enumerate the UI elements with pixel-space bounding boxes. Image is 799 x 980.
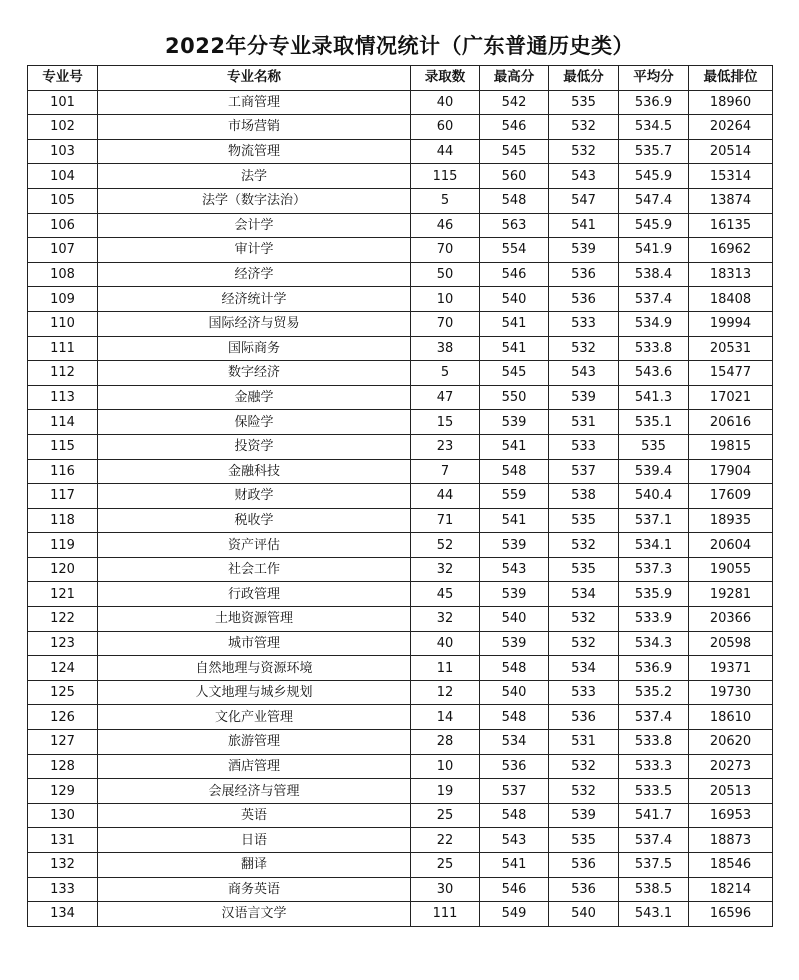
cell-min-rank: 18935 <box>689 508 773 533</box>
cell-min-rank: 16596 <box>689 902 773 927</box>
col-max-score: 最高分 <box>480 66 549 91</box>
cell-admitted: 40 <box>411 90 480 115</box>
cell-min-rank: 20604 <box>689 533 773 558</box>
cell-major-name: 翻译 <box>98 853 411 878</box>
cell-admitted: 46 <box>411 213 480 238</box>
cell-max-score: 541 <box>480 853 549 878</box>
table-row <box>28 607 773 632</box>
cell-min-rank: 19371 <box>689 656 773 681</box>
cell-avg-score: 541.7 <box>619 803 689 828</box>
cell-max-score: 545 <box>480 139 549 164</box>
cell-min-score: 533 <box>549 311 619 336</box>
cell-avg-score: 536.9 <box>619 90 689 115</box>
cell-admitted: 50 <box>411 262 480 287</box>
cell-major-code: 118 <box>28 508 98 533</box>
cell-major-code: 132 <box>28 853 98 878</box>
cell-max-score: 542 <box>480 90 549 115</box>
cell-major-code: 111 <box>28 336 98 361</box>
cell-min-rank: 18408 <box>689 287 773 312</box>
table-row <box>28 90 773 115</box>
table-row <box>28 680 773 705</box>
cell-min-rank: 18546 <box>689 853 773 878</box>
cell-min-score: 543 <box>549 164 619 189</box>
cell-admitted: 44 <box>411 139 480 164</box>
cell-major-code: 123 <box>28 631 98 656</box>
cell-major-code: 126 <box>28 705 98 730</box>
cell-min-rank: 18610 <box>689 705 773 730</box>
cell-major-code: 115 <box>28 434 98 459</box>
cell-admitted: 47 <box>411 385 480 410</box>
cell-min-rank: 16953 <box>689 803 773 828</box>
cell-max-score: 545 <box>480 361 549 386</box>
cell-admitted: 115 <box>411 164 480 189</box>
table-row <box>28 533 773 558</box>
cell-min-rank: 13874 <box>689 188 773 213</box>
cell-major-name: 经济统计学 <box>98 287 411 312</box>
cell-min-score: 534 <box>549 582 619 607</box>
cell-max-score: 541 <box>480 311 549 336</box>
cell-avg-score: 538.4 <box>619 262 689 287</box>
cell-major-name: 人文地理与城乡规划 <box>98 680 411 705</box>
cell-min-rank: 19281 <box>689 582 773 607</box>
cell-major-name: 文化产业管理 <box>98 705 411 730</box>
table-row <box>28 361 773 386</box>
cell-avg-score: 537.3 <box>619 557 689 582</box>
cell-min-rank: 15477 <box>689 361 773 386</box>
col-major-code: 专业号 <box>28 66 98 91</box>
cell-admitted: 40 <box>411 631 480 656</box>
table-row <box>28 164 773 189</box>
cell-min-rank: 20366 <box>689 607 773 632</box>
cell-max-score: 541 <box>480 434 549 459</box>
cell-min-rank: 16135 <box>689 213 773 238</box>
cell-max-score: 546 <box>480 262 549 287</box>
cell-avg-score: 534.3 <box>619 631 689 656</box>
cell-major-name: 金融学 <box>98 385 411 410</box>
table-row <box>28 631 773 656</box>
cell-major-name: 会展经济与管理 <box>98 779 411 804</box>
cell-major-name: 城市管理 <box>98 631 411 656</box>
cell-avg-score: 537.4 <box>619 828 689 853</box>
cell-max-score: 534 <box>480 730 549 755</box>
cell-max-score: 540 <box>480 287 549 312</box>
cell-major-name: 自然地理与资源环境 <box>98 656 411 681</box>
table-row <box>28 779 773 804</box>
cell-major-code: 122 <box>28 607 98 632</box>
cell-max-score: 560 <box>480 164 549 189</box>
cell-major-code: 131 <box>28 828 98 853</box>
cell-avg-score: 535 <box>619 434 689 459</box>
cell-avg-score: 533.5 <box>619 779 689 804</box>
cell-admitted: 15 <box>411 410 480 435</box>
cell-min-score: 532 <box>549 607 619 632</box>
table-row <box>28 459 773 484</box>
cell-min-score: 535 <box>549 90 619 115</box>
cell-major-code: 128 <box>28 754 98 779</box>
cell-min-score: 536 <box>549 262 619 287</box>
cell-max-score: 559 <box>480 484 549 509</box>
table-row <box>28 139 773 164</box>
cell-major-name: 财政学 <box>98 484 411 509</box>
cell-major-code: 120 <box>28 557 98 582</box>
cell-avg-score: 533.9 <box>619 607 689 632</box>
cell-avg-score: 537.5 <box>619 853 689 878</box>
cell-admitted: 111 <box>411 902 480 927</box>
cell-major-name: 市场营销 <box>98 115 411 140</box>
table-row <box>28 385 773 410</box>
cell-major-name: 法学（数字法治） <box>98 188 411 213</box>
cell-major-code: 124 <box>28 656 98 681</box>
cell-admitted: 5 <box>411 361 480 386</box>
cell-admitted: 70 <box>411 238 480 263</box>
cell-avg-score: 541.3 <box>619 385 689 410</box>
cell-admitted: 60 <box>411 115 480 140</box>
cell-major-code: 113 <box>28 385 98 410</box>
cell-min-rank: 18313 <box>689 262 773 287</box>
table-row <box>28 754 773 779</box>
cell-max-score: 540 <box>480 607 549 632</box>
table-row <box>28 557 773 582</box>
cell-avg-score: 547.4 <box>619 188 689 213</box>
cell-admitted: 52 <box>411 533 480 558</box>
table-row <box>28 803 773 828</box>
cell-major-name: 保险学 <box>98 410 411 435</box>
cell-major-name: 英语 <box>98 803 411 828</box>
cell-avg-score: 543.6 <box>619 361 689 386</box>
cell-avg-score: 537.4 <box>619 287 689 312</box>
cell-major-code: 102 <box>28 115 98 140</box>
table-row <box>28 410 773 435</box>
cell-admitted: 70 <box>411 311 480 336</box>
cell-min-score: 533 <box>549 680 619 705</box>
cell-min-score: 534 <box>549 656 619 681</box>
cell-min-score: 536 <box>549 287 619 312</box>
cell-min-rank: 18873 <box>689 828 773 853</box>
cell-min-rank: 16962 <box>689 238 773 263</box>
table-row <box>28 877 773 902</box>
cell-major-name: 审计学 <box>98 238 411 263</box>
cell-major-name: 经济学 <box>98 262 411 287</box>
cell-major-code: 129 <box>28 779 98 804</box>
cell-admitted: 25 <box>411 853 480 878</box>
cell-major-code: 133 <box>28 877 98 902</box>
cell-major-name: 工商管理 <box>98 90 411 115</box>
cell-avg-score: 543.1 <box>619 902 689 927</box>
cell-max-score: 541 <box>480 336 549 361</box>
cell-max-score: 543 <box>480 828 549 853</box>
table-row <box>28 434 773 459</box>
cell-max-score: 554 <box>480 238 549 263</box>
col-admitted: 录取数 <box>411 66 480 91</box>
cell-min-score: 541 <box>549 213 619 238</box>
cell-admitted: 10 <box>411 754 480 779</box>
cell-max-score: 539 <box>480 410 549 435</box>
table-row <box>28 902 773 927</box>
cell-major-code: 107 <box>28 238 98 263</box>
cell-max-score: 549 <box>480 902 549 927</box>
cell-min-score: 532 <box>549 779 619 804</box>
cell-admitted: 5 <box>411 188 480 213</box>
cell-min-score: 533 <box>549 434 619 459</box>
cell-max-score: 536 <box>480 754 549 779</box>
cell-admitted: 71 <box>411 508 480 533</box>
cell-min-score: 531 <box>549 730 619 755</box>
cell-major-name: 行政管理 <box>98 582 411 607</box>
cell-admitted: 38 <box>411 336 480 361</box>
cell-max-score: 563 <box>480 213 549 238</box>
cell-admitted: 44 <box>411 484 480 509</box>
cell-avg-score: 533.8 <box>619 336 689 361</box>
cell-min-score: 535 <box>549 508 619 533</box>
cell-min-score: 538 <box>549 484 619 509</box>
cell-avg-score: 540.4 <box>619 484 689 509</box>
cell-admitted: 12 <box>411 680 480 705</box>
cell-min-score: 535 <box>549 828 619 853</box>
cell-max-score: 540 <box>480 680 549 705</box>
cell-admitted: 10 <box>411 287 480 312</box>
cell-major-name: 金融科技 <box>98 459 411 484</box>
cell-min-rank: 20513 <box>689 779 773 804</box>
cell-major-name: 投资学 <box>98 434 411 459</box>
cell-admitted: 19 <box>411 779 480 804</box>
cell-min-score: 536 <box>549 705 619 730</box>
cell-min-rank: 20616 <box>689 410 773 435</box>
cell-min-rank: 19815 <box>689 434 773 459</box>
cell-major-code: 125 <box>28 680 98 705</box>
col-major-name: 专业名称 <box>98 66 411 91</box>
cell-major-code: 104 <box>28 164 98 189</box>
table-row <box>28 508 773 533</box>
cell-avg-score: 535.9 <box>619 582 689 607</box>
cell-avg-score: 545.9 <box>619 213 689 238</box>
cell-avg-score: 535.7 <box>619 139 689 164</box>
cell-max-score: 543 <box>480 557 549 582</box>
page-title: 2022年分专业录取情况统计（广东普通历史类） <box>165 34 634 58</box>
cell-min-rank: 19994 <box>689 311 773 336</box>
cell-major-name: 商务英语 <box>98 877 411 902</box>
cell-min-score: 539 <box>549 385 619 410</box>
table-row <box>28 730 773 755</box>
cell-major-name: 物流管理 <box>98 139 411 164</box>
cell-max-score: 537 <box>480 779 549 804</box>
cell-min-rank: 17609 <box>689 484 773 509</box>
cell-min-score: 535 <box>549 557 619 582</box>
cell-avg-score: 534.1 <box>619 533 689 558</box>
cell-avg-score: 537.1 <box>619 508 689 533</box>
cell-major-code: 121 <box>28 582 98 607</box>
cell-major-code: 101 <box>28 90 98 115</box>
cell-min-rank: 17904 <box>689 459 773 484</box>
cell-min-rank: 20264 <box>689 115 773 140</box>
cell-min-score: 536 <box>549 877 619 902</box>
cell-max-score: 546 <box>480 877 549 902</box>
cell-major-name: 旅游管理 <box>98 730 411 755</box>
cell-min-score: 537 <box>549 459 619 484</box>
cell-max-score: 548 <box>480 656 549 681</box>
cell-min-score: 532 <box>549 115 619 140</box>
cell-min-rank: 15314 <box>689 164 773 189</box>
cell-min-score: 543 <box>549 361 619 386</box>
cell-max-score: 539 <box>480 533 549 558</box>
table-row <box>28 287 773 312</box>
cell-min-rank: 17021 <box>689 385 773 410</box>
cell-avg-score: 541.9 <box>619 238 689 263</box>
cell-max-score: 548 <box>480 459 549 484</box>
cell-min-rank: 20620 <box>689 730 773 755</box>
cell-major-code: 108 <box>28 262 98 287</box>
cell-admitted: 25 <box>411 803 480 828</box>
cell-major-name: 法学 <box>98 164 411 189</box>
cell-max-score: 539 <box>480 631 549 656</box>
cell-major-name: 税收学 <box>98 508 411 533</box>
cell-min-rank: 18960 <box>689 90 773 115</box>
cell-major-code: 116 <box>28 459 98 484</box>
cell-max-score: 541 <box>480 508 549 533</box>
table-row <box>28 853 773 878</box>
table-row <box>28 484 773 509</box>
cell-major-code: 114 <box>28 410 98 435</box>
cell-max-score: 548 <box>480 188 549 213</box>
cell-min-score: 532 <box>549 336 619 361</box>
cell-major-code: 106 <box>28 213 98 238</box>
cell-major-name: 酒店管理 <box>98 754 411 779</box>
cell-major-name: 国际经济与贸易 <box>98 311 411 336</box>
cell-min-score: 532 <box>549 139 619 164</box>
cell-admitted: 45 <box>411 582 480 607</box>
cell-major-name: 资产评估 <box>98 533 411 558</box>
admission-table <box>27 65 773 927</box>
cell-admitted: 28 <box>411 730 480 755</box>
cell-major-name: 社会工作 <box>98 557 411 582</box>
table-row <box>28 828 773 853</box>
cell-major-code: 110 <box>28 311 98 336</box>
cell-min-score: 532 <box>549 631 619 656</box>
cell-min-score: 540 <box>549 902 619 927</box>
table-row <box>28 582 773 607</box>
cell-avg-score: 539.4 <box>619 459 689 484</box>
cell-avg-score: 536.9 <box>619 656 689 681</box>
cell-min-score: 532 <box>549 533 619 558</box>
cell-max-score: 548 <box>480 803 549 828</box>
cell-major-name: 汉语言文学 <box>98 902 411 927</box>
cell-admitted: 22 <box>411 828 480 853</box>
cell-min-rank: 20514 <box>689 139 773 164</box>
cell-major-code: 109 <box>28 287 98 312</box>
cell-max-score: 546 <box>480 115 549 140</box>
cell-avg-score: 535.1 <box>619 410 689 435</box>
cell-major-code: 112 <box>28 361 98 386</box>
cell-avg-score: 537.4 <box>619 705 689 730</box>
cell-admitted: 7 <box>411 459 480 484</box>
cell-major-name: 国际商务 <box>98 336 411 361</box>
cell-max-score: 550 <box>480 385 549 410</box>
cell-min-rank: 18214 <box>689 877 773 902</box>
cell-min-score: 536 <box>549 853 619 878</box>
cell-max-score: 548 <box>480 705 549 730</box>
col-avg-score: 平均分 <box>619 66 689 91</box>
cell-major-code: 119 <box>28 533 98 558</box>
cell-min-score: 539 <box>549 238 619 263</box>
cell-avg-score: 545.9 <box>619 164 689 189</box>
cell-min-score: 539 <box>549 803 619 828</box>
cell-major-code: 134 <box>28 902 98 927</box>
cell-major-code: 130 <box>28 803 98 828</box>
cell-admitted: 14 <box>411 705 480 730</box>
cell-major-code: 127 <box>28 730 98 755</box>
cell-min-score: 531 <box>549 410 619 435</box>
cell-major-code: 105 <box>28 188 98 213</box>
cell-min-rank: 20598 <box>689 631 773 656</box>
table-row <box>28 311 773 336</box>
cell-major-name: 日语 <box>98 828 411 853</box>
cell-major-code: 103 <box>28 139 98 164</box>
cell-admitted: 30 <box>411 877 480 902</box>
cell-max-score: 539 <box>480 582 549 607</box>
cell-avg-score: 535.2 <box>619 680 689 705</box>
cell-min-score: 547 <box>549 188 619 213</box>
cell-major-name: 会计学 <box>98 213 411 238</box>
table-row <box>28 115 773 140</box>
col-min-rank: 最低排位 <box>689 66 773 91</box>
cell-min-rank: 19730 <box>689 680 773 705</box>
cell-avg-score: 533.8 <box>619 730 689 755</box>
table-row <box>28 213 773 238</box>
cell-major-code: 117 <box>28 484 98 509</box>
cell-avg-score: 533.3 <box>619 754 689 779</box>
cell-admitted: 32 <box>411 557 480 582</box>
cell-avg-score: 534.9 <box>619 311 689 336</box>
cell-admitted: 32 <box>411 607 480 632</box>
cell-min-score: 532 <box>549 754 619 779</box>
cell-min-rank: 20531 <box>689 336 773 361</box>
table-row <box>28 656 773 681</box>
cell-avg-score: 538.5 <box>619 877 689 902</box>
cell-min-rank: 20273 <box>689 754 773 779</box>
cell-major-name: 数字经济 <box>98 361 411 386</box>
table-row <box>28 238 773 263</box>
cell-admitted: 23 <box>411 434 480 459</box>
table-row <box>28 705 773 730</box>
cell-admitted: 11 <box>411 656 480 681</box>
table-row <box>28 262 773 287</box>
table-row <box>28 188 773 213</box>
cell-major-name: 土地资源管理 <box>98 607 411 632</box>
cell-min-rank: 19055 <box>689 557 773 582</box>
table-row <box>28 336 773 361</box>
header-row <box>28 66 773 91</box>
cell-avg-score: 534.5 <box>619 115 689 140</box>
col-min-score: 最低分 <box>549 66 619 91</box>
